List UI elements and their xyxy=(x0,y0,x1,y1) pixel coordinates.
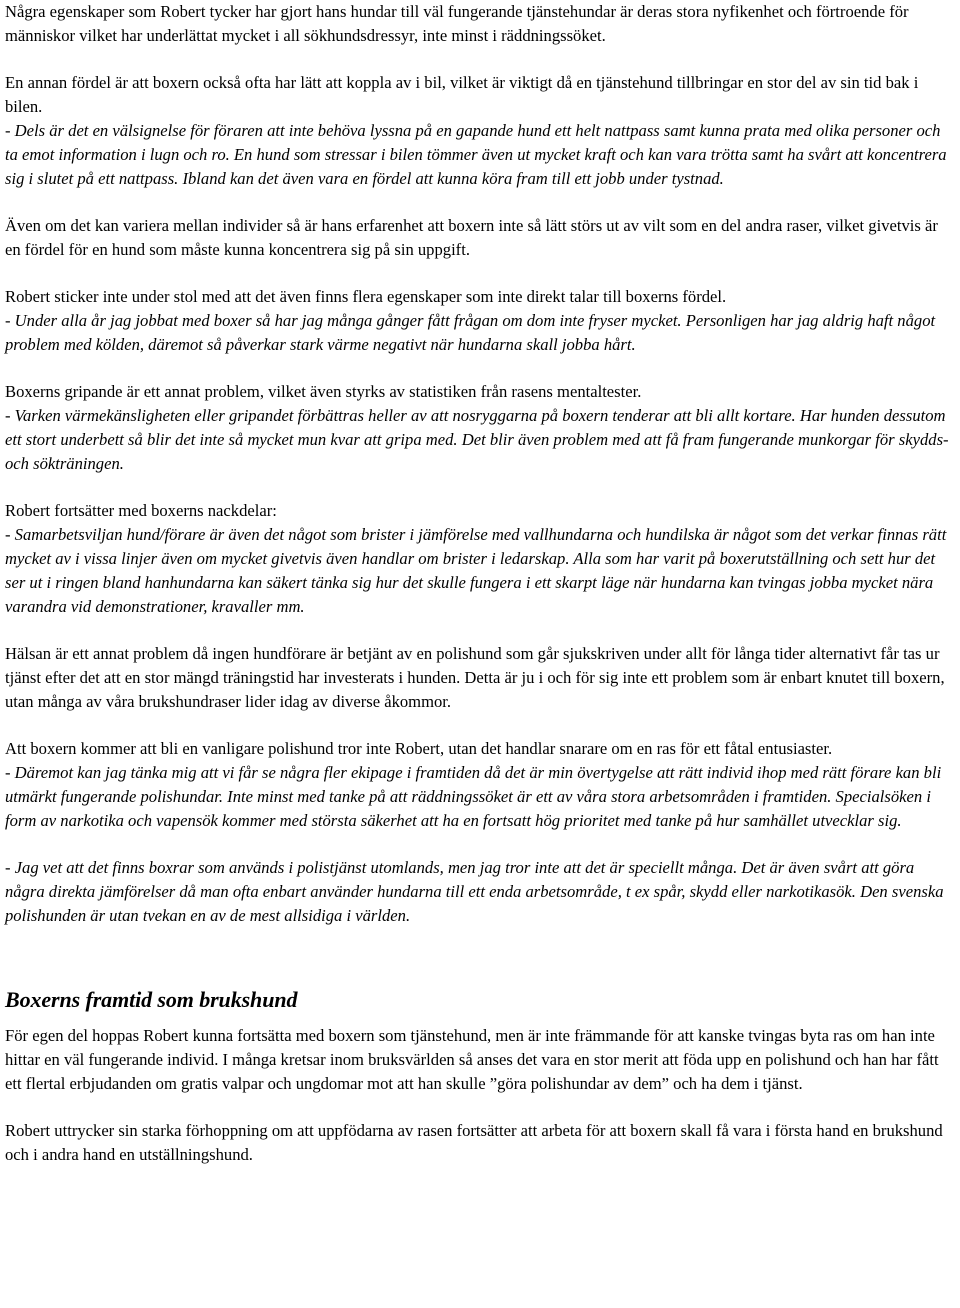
quote-car-quiet: - Dels är det en välsignelse för föraren att inte behöva lyssna på en gapande hund ett helt nattpass samt kunna prata med olika personer och ta emot information i lugn och ro. En hund som stressar i bilen tömmer även ut mycket kraft och kan vara trötta samt ha svårt att koncentrera sig i slutet på ett nattpass. Ibland kan det även vara en fördel att kunna köra fram till ett jobb under tystnad. xyxy=(5,121,947,188)
paragraph-closing-hope: Robert uttrycker sin starka förhoppning om att uppfödarna av rasen fortsätter att arbeta för att boxern skall få vara i första hand en brukshund och i andra hand en utställningshund. xyxy=(5,1121,943,1164)
paragraph-health: Hälsan är ett annat problem då ingen hundförare är betjänt av en polishund som går sjukskriven under allt för långa tider alternativt får tas ur tjänst efter det att en stor mängd träningstid har investerats i hunden. Detta är ju i och för sig inte ett problem som är enbart knutet till boxern, utan många av våra brukshundraser lider idag av diverse åkommor. xyxy=(5,644,945,711)
quote-future-teams: - Däremot kan jag tänka mig att vi får se några fler ekipage i framtiden då det är min övertygelse att rätt individ ihop med rätt förare kan bli utmärkt fungerande polishundar. Inte minst med tanke på att räddningssöket är ett av våra stora arbetsområden i framtiden. Specialsöken i form av narkotika och vapensök kommer med största säkerhet att ha en fortsatt hög prioritet med tanke på hur samhället utvecklar sig. xyxy=(5,763,942,830)
paragraph-wildlife: Även om det kan variera mellan individer så är hans erfarenhet att boxern inte så lätt störs ut av vilt som en del andra raser, vilket givetvis är en fördel för en hund som måste kunna koncentrera sig på sin uppgift. xyxy=(5,216,938,259)
section-heading: Boxerns framtid som brukshund xyxy=(5,987,298,1012)
paragraph-gripping: Boxerns gripande är ett annat problem, vilket även styrks av statistiken från rasens mentaltester. xyxy=(5,382,642,401)
quote-abroad: - Jag vet att det finns boxrar som används i polistjänst utomlands, men jag tror inte att det är speciellt många. Det är även svårt att göra några direkta jämförelser då man ofta enbart använder hundarna till ett enda arbetsområde, t ex spår, skydd eller narkotikasök. Den svenska polishunden är utan tvekan en av de mest allsidiga i världen. xyxy=(5,858,944,925)
paragraph-future-police-dog: Att boxern kommer att bli en vanligare polishund tror inte Robert, utan det handlar snarare om en ras för ett fåtal entusiaster. xyxy=(5,739,833,758)
paragraph-drawbacks-intro: Robert sticker inte under stol med att det även finns flera egenskaper som inte direkt talar till boxerns fördel. xyxy=(5,287,727,306)
paragraph-car-relax: En annan fördel är att boxern också ofta har lätt att koppla av i bil, vilket är viktigt då en tjänstehund tillbringar en stor del av sin tid bak i bilen. xyxy=(5,73,919,116)
paragraph-own-hopes: För egen del hoppas Robert kunna fortsätta med boxern som tjänstehund, men är inte främmande för att kanske tvingas byta ras om han inte hittar en väl fungerande individ. I många kretsar inom bruksvärlden så anses det vara en stor merit att föda upp en polishund och han har fått ett flertal erbjudanden om gratis valpar och ungdomar mot att han skulle ”göra polishundar av dem” och ha dem i tjänst. xyxy=(5,1026,939,1093)
quote-cooperation: - Samarbetsviljan hund/förare är även det något som brister i jämförelse med vallhundarna och hundilska är något som det verkar finnas rätt mycket av i vissa linjer även om mycket givetvis även handlar om brister i ledarskap. Alla som har varit på boxerutställning och sett hur det ser ut i ringen bland hanhundarna kan säkert tänka sig hur det skulle fungera i ett skarpt läge när hundarna kan tvingas jobba mycket nära varandra vid demonstrationer, kravaller mm. xyxy=(5,525,947,616)
document-page xyxy=(5,0,957,1167)
quote-cold-heat: - Under alla år jag jobbat med boxer så har jag många gånger fått frågan om dom inte fryser mycket. Personligen har jag aldrig haft något problem med kölden, däremot så påverkar stark värme negativt när hundarna skall jobba hårt. xyxy=(5,311,936,354)
paragraph-curiosity: Några egenskaper som Robert tycker har gjort hans hundar till väl fungerande tjänstehundar är deras stora nyfikenhet och förtroende för människor vilket har underlättat mycket i all sökhundsdressyr, inte minst i räddningssöket. xyxy=(5,2,909,45)
quote-muzzle: - Varken värmekänsligheten eller gripandet förbättras heller av att nosryggarna på boxern tenderar att bli allt kortare. Har hunden dessutom ett stort underbett så blir det inte så mycket mun kvar att gripa med. Det blir även problem med att få fram fungerande munkorgar för skydds- och sökträningen. xyxy=(5,406,949,473)
paragraph-disadvantages: Robert fortsätter med boxerns nackdelar: xyxy=(5,501,277,520)
